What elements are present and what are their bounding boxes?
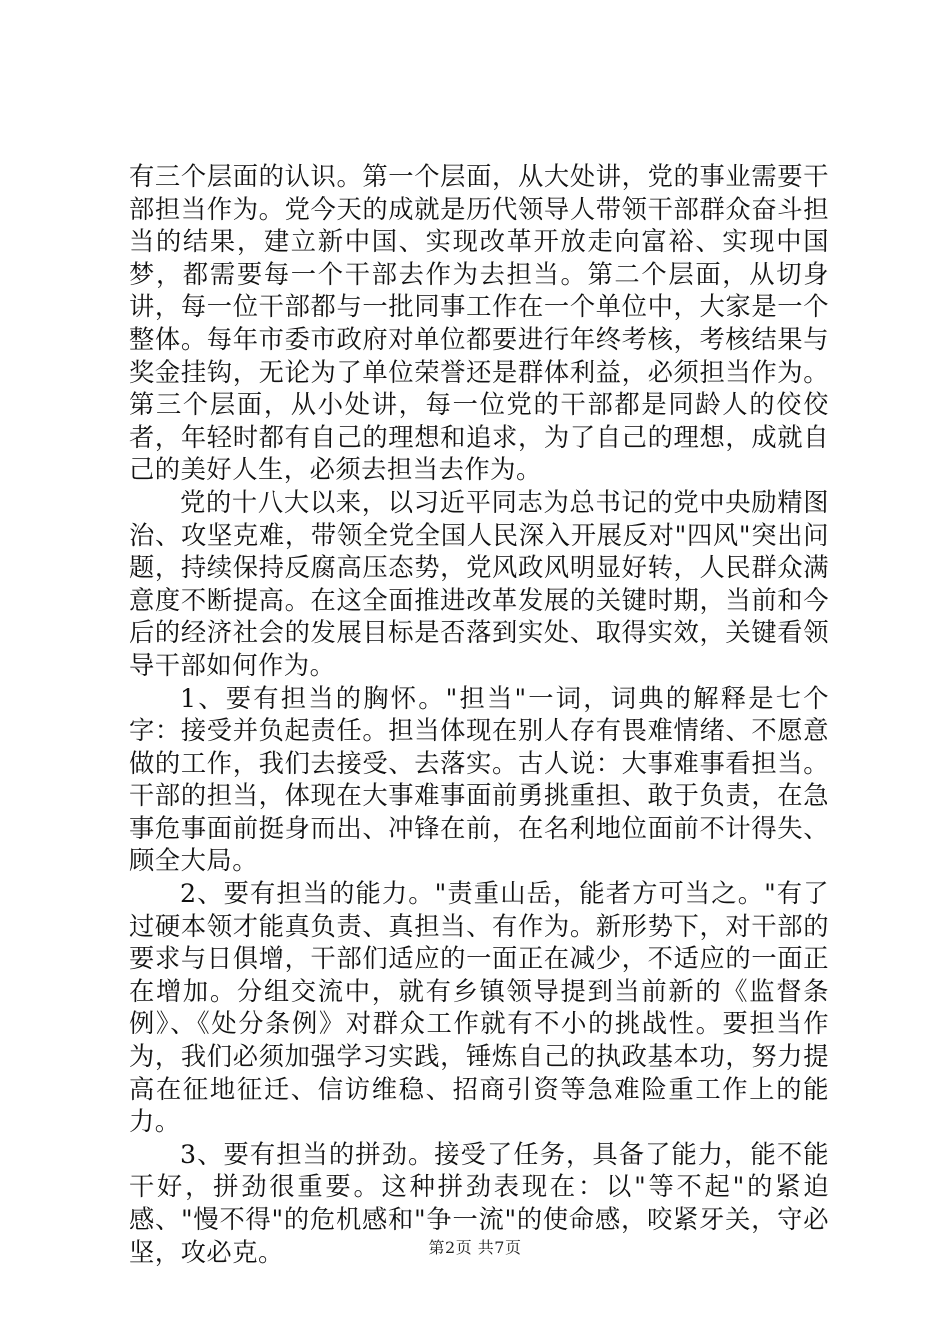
paragraph-point-3: 3、要有担当的拼劲。接受了任务，具备了能力，能不能干好，拼劲很重要。这种拼劲表现在：以"等不起"的紧迫感、"慢不得"的危机感和"争一流"的使命感，咬紧牙关，守必坚，攻必克。 (129, 1139, 829, 1267)
document-body (129, 161, 829, 1269)
paragraph-continuation: 有三个层面的认识。第一个层面，从大处讲，党的事业需要干部担当作为。党今天的成就是历代领导人带领干部群众奋斗担当的结果，建立新中国、实现改革开放走向富裕、实现中国梦，都需要每一个干部去作为去担当。第二个层面，从切身讲，每一位干部都与一批同事工作在一个单位中，大家是一个整体。每年市委市政府对单位都要进行年终考核，考核结果与奖金挂钩，无论为了单位荣誉还是群体利益，必须担当作为。第三个层面，从小处讲，每一位党的干部都是同龄人的佼佼者，年轻时都有自己的理想和追求，为了自己的理想，成就自己的美好人生，必须去担当去作为。 (129, 162, 829, 485)
paragraph-point-2: 2、要有担当的能力。"责重山岳，能者方可当之。"有了过硬本领才能真负责、真担当、有作为。新形势下，对干部的要求与日俱增，干部们适应的一面正在减少，不适应的一面正在增加。分组交流中，就有乡镇领导提到当前新的《监督条例》、《处分条例》对群众工作就有不小的挑战性。要担当作为，我们必须加强学习实践，锤炼自己的执政基本功，努力提高在征地征迁、信访维稳、招商引资等急难险重工作上的能力。 (129, 879, 829, 1137)
page-number-footer: 第2页 共7页 (428, 1238, 522, 1257)
paragraph-party-congress: 党的十八大以来，以习近平同志为总书记的党中央励精图治、攻坚克难，带领全党全国人民深入开展反对"四风"突出问题，持续保持反腐高压态势，党风政风明显好转，人民群众满意度不断提高。在这全面推进改革发展的关键时期，当前和今后的经济社会的发展目标是否落到实处、取得实效，关键看领导干部如何作为。 (129, 487, 829, 680)
paragraph-point-1: 1、要有担当的胸怀。"担当"一词，词典的解释是七个字：接受并负起责任。担当体现在别人存有畏难情绪、不愿意做的工作，我们去接受、去落实。古人说：大事难事看担当。干部的担当，体现在大事难事面前勇挑重担、敢于负责，在急事危事面前挺身而出、冲锋在前，在名利地位面前不计得失、顾全大局。 (129, 683, 829, 876)
